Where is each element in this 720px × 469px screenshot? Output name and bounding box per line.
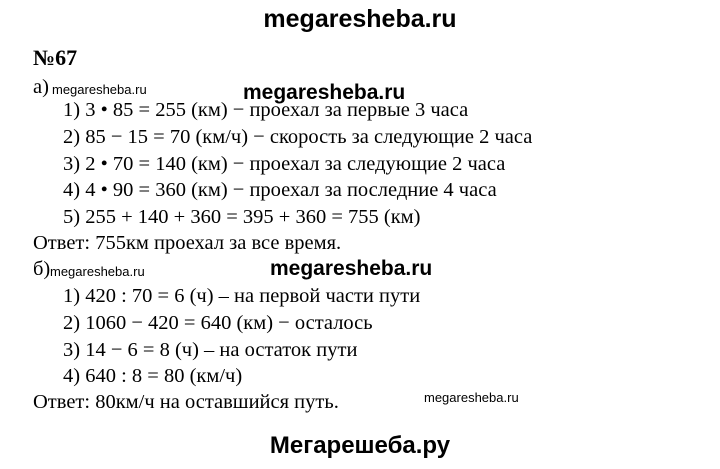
part-b-step-4: 4) 640 : 8 = 80 (км/ч) [63, 365, 243, 387]
part-a-step-5: 5) 255 + 140 + 360 = 395 + 360 = 755 (км) [63, 206, 421, 228]
task-number: №67 [33, 45, 78, 70]
part-a-step-4: 4) 4 • 90 = 360 (км) − проехал за последние 4 часа [63, 179, 497, 201]
watermark-small-b: megaresheba.ru [50, 264, 145, 279]
watermark-footer: Мегарешеба.ру [269, 432, 451, 459]
part-b-step-3: 3) 14 − 6 = 8 (ч) – на остаток пути [63, 339, 358, 361]
part-a-step-2: 2) 85 − 15 = 70 (км/ч) − скорость за следующие 2 часа [63, 126, 533, 148]
watermark-header: megaresheba.ru [263, 5, 457, 33]
watermark-small-c: megaresheba.ru [424, 390, 519, 405]
part-a-step-3: 3) 2 • 70 = 140 (км) − проехал за следующие 2 часа [63, 153, 506, 175]
watermark-big-b: megaresheba.ru [270, 257, 433, 280]
part-a-step-1: 1) 3 • 85 = 255 (км) − проехал за первые 3 часа [63, 99, 469, 121]
part-a-answer: Ответ: 755км проехал за все время. [33, 232, 342, 254]
part-b-step-2: 2) 1060 − 420 = 640 (км) − осталось [63, 312, 373, 334]
watermark-small-a: megaresheba.ru [52, 82, 147, 97]
part-b-label: б) [33, 258, 51, 280]
part-b-step-1: 1) 420 : 70 = 6 (ч) – на первой части пути [63, 285, 421, 307]
watermark-big-a: megaresheba.ru [243, 81, 406, 104]
part-b-answer: Ответ: 80км/ч на оставшийся путь. [33, 391, 339, 413]
part-a-label: а) [33, 76, 49, 98]
